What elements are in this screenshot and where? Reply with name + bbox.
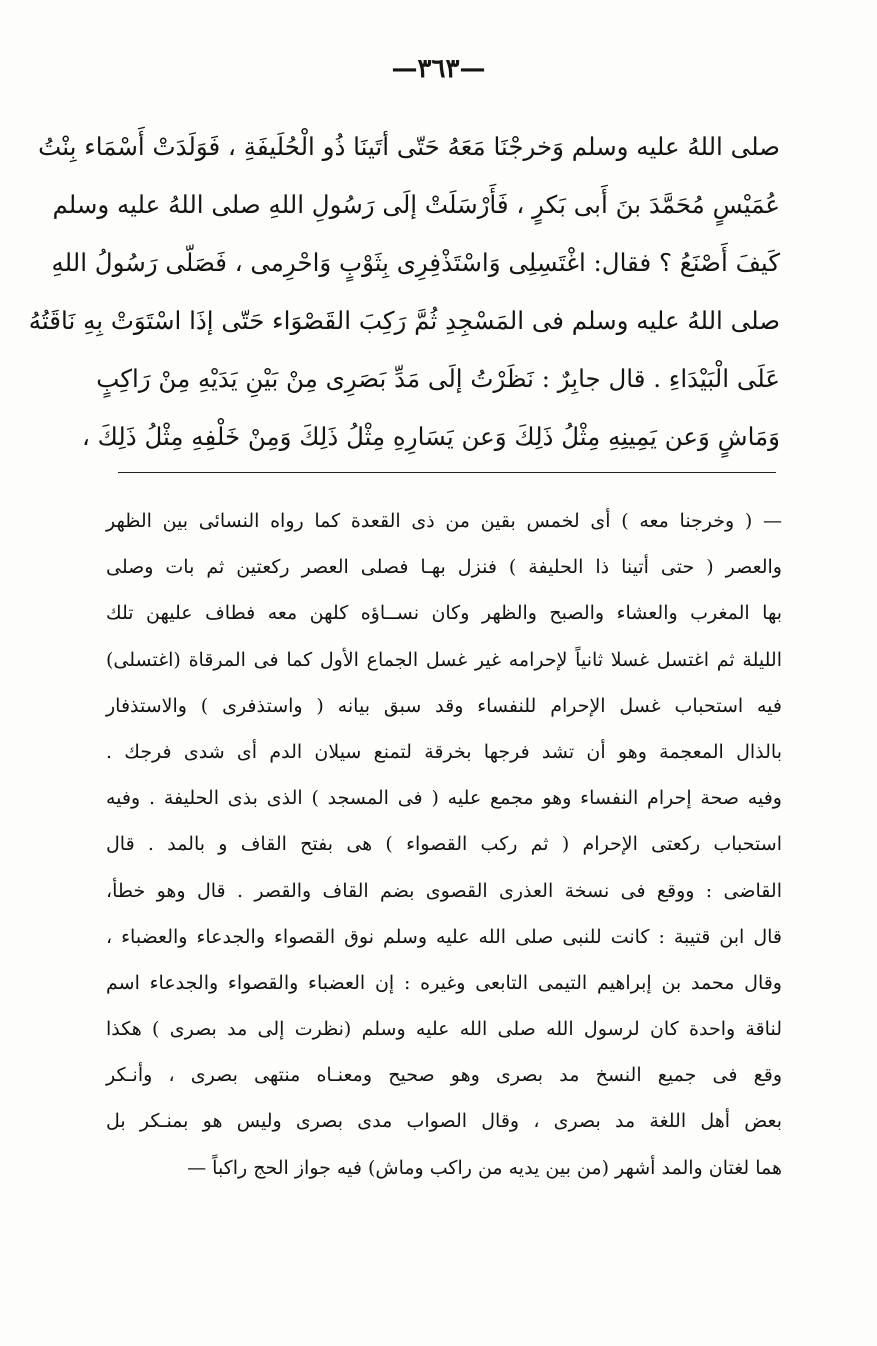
main-text-line: عَلَى الْبَيْدَاءِ . قال جابِرٌ : نَظَرْتُ إلَى مَدِّ بَصَرِى مِنْ بَيْنِ يَدَيْهِ مِنْ رَاكِبٍ xyxy=(96,364,780,393)
footnote-line: وفيه صحة إحرام النفساء وهو مجمع عليه ( فى المسجد ) الذى بذى الحليفة . وفيه xyxy=(106,787,782,810)
main-text-block xyxy=(28,118,780,466)
footnote-line: والعصر ( حتى أتينا ذا الحليفة ) فنزل بهـا فصلى العصر ركعتين ثم بات وصلى xyxy=(106,556,782,579)
main-text-line: صلى اللهُ عليه وسلم فى المَسْجِدِ ثُمَّ رَكِبَ القَصْوَاء حَتّى إذَا اسْتَوَتْ بِهِ نَاقَتُهُ xyxy=(28,306,780,335)
footnote-line: فيه استحباب غسل الإحرام للنفساء وقد سبق بيانه ( واستذفرى ) والاستذفار xyxy=(106,694,782,717)
footnote-divider xyxy=(118,472,776,473)
footnote-line: استحباب ركعتى الإحرام ( ثم ركب القصواء ) هى بفتح القاف و بالمد . قال xyxy=(106,833,782,856)
main-text-line: كَيفَ أَصْنَعُ ؟ فقال: اغْتَسِلِى وَاسْتَذْفِرِى بِثَوْبٍ وَاحْرِمى ، فَصَلّى رَسُولُ اللهِ xyxy=(51,248,780,277)
footnote-line: هما لغتان والمد أشهر (من بين يديه من راكب وماش) فيه جواز الحج راكباً — xyxy=(187,1156,782,1179)
footnote-line: بعض أهل اللغة مد بصرى ، وقال الصواب مدى بصرى وليس هو بمنـكر بل xyxy=(106,1110,782,1133)
footnote-line: لناقة واحدة كان لرسول الله صلى الله عليه وسلم (نظرت إلى مد بصرى ) هكذا xyxy=(106,1018,782,1041)
page-number: —٣٦٣— xyxy=(391,54,486,84)
footnote-line: — ( وخرجنا معه ) أى لخمس بقين من ذى القعدة كما رواه النسائى بين الظهر xyxy=(106,510,782,532)
footnote-line: بها المغرب والعشاء والصبح والظهر وكان نســاؤه كلهن معه فطاف عليهن تلك xyxy=(106,602,782,625)
footnote-block xyxy=(106,498,782,1191)
main-text-line: صلى اللهُ عليه وسلم وَخرجْنَا مَعَهُ حَتّى أتَينَا ذُو الْحُلَيفَةِ ، فَوَلَدَتْ أَسْمَاء بِنْتُ xyxy=(38,132,780,161)
footnote-line: الليلة ثم اغتسل غسلا ثانياً لإحرامه غير غسل الجماع الأول كما فى المرقاة (اغتسلى) xyxy=(106,648,782,671)
main-text-line: وَمَاشٍ وَعن يَمِينِهِ مِثْلُ ذَلِكَ وَعن يَسَارِهِ مِثْلُ ذَلِكَ وَمِنْ خَلْفِهِ مِثْلُ ذَلِكَ ، xyxy=(81,422,780,451)
footnote-line: وقال محمد بن إبراهيم التيمى التابعى وغيره : إن العضباء والقصواء والجدعاء اسم xyxy=(106,971,782,994)
footnote-line: القاضى : ووقع فى نسخة العذرى القصوى بضم القاف والقصر . قال وهو خطأ، xyxy=(106,879,782,902)
main-text-line: عُمَيْسٍ مُحَمَّدَ بنَ أَبى بَكرٍ ، فَأَرْسَلَتْ إلَى رَسُولِ اللهِ صلى اللهُ عليه وسلم xyxy=(52,190,780,219)
footnote-line: وقع فى جميع النسخ مد بصرى وهو صحيح ومعنـاه منتهى بصرى ، وأنـكر xyxy=(106,1064,782,1087)
footnote-line: بالذال المعجمة وهو أن تشد فرجها بخرقة لتمنع سيلان الدم أى شدى فرجك . xyxy=(106,740,782,763)
footnote-line: قال ابن قتيبة : كانت للنبى صلى الله عليه وسلم نوق القصواء والجدعاء والعضباء ، xyxy=(106,925,783,948)
